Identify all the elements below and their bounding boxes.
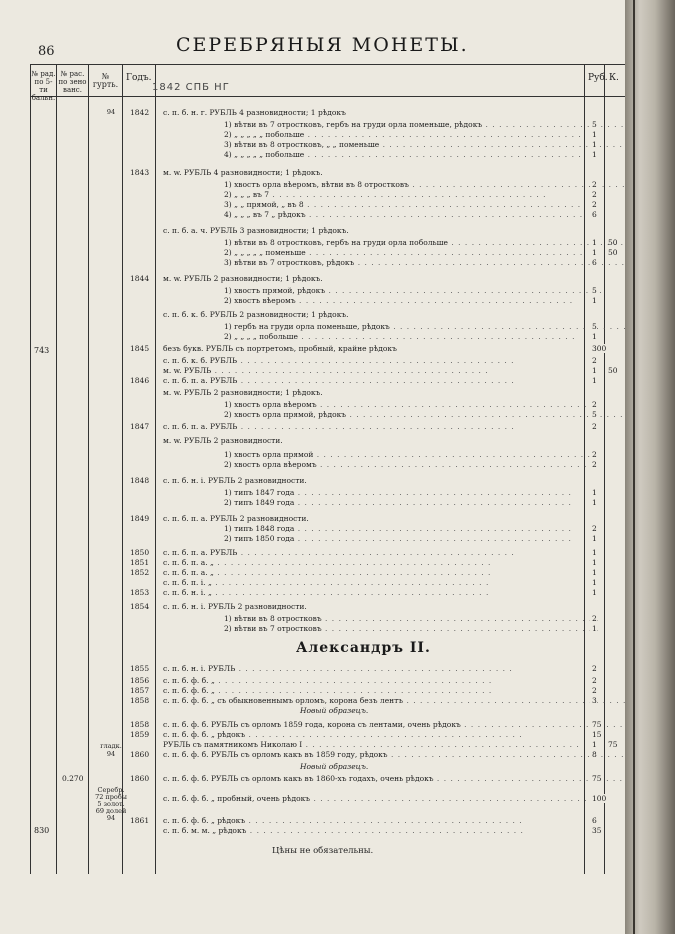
cell-year: 1861 — [130, 816, 150, 825]
cell-rub: 75 — [592, 774, 602, 783]
cell-rub: 1 — [592, 238, 597, 247]
cell-description: м. w. РУБЛЬ 2 разновидности; 1 рѣдокъ. — [163, 388, 323, 397]
cell-description: с. п. б. к. б. РУБЛЬ . . . — [163, 356, 515, 365]
cell-rub: 2 — [592, 460, 597, 469]
cell-description: 2) „ „ „ „ „ побольше . . . — [224, 130, 582, 139]
cell-year: 1858 — [130, 696, 150, 705]
cell-rub: 1 — [592, 332, 597, 341]
cell-rub: 100 — [592, 794, 607, 803]
cell-rub: 2 — [592, 686, 597, 695]
col-header-nur: № гурть. — [92, 72, 119, 89]
cell-description: 2) типъ 1850 года . . . — [224, 534, 572, 543]
handwritten-note: 1842 СПБ НГ — [152, 82, 230, 93]
cell-year: 1860 — [130, 774, 150, 783]
cell-rub: 1 — [592, 140, 597, 149]
cell-year: 1855 — [130, 664, 150, 673]
cell-rarity: 0.270 — [62, 774, 84, 783]
table-top-rule — [30, 64, 625, 65]
cell-rub: 1 — [592, 558, 597, 567]
cell-description: м. w. РУБЛЬ 2 разновидности. — [163, 436, 283, 445]
column-rule — [88, 64, 89, 874]
cell-rub: 1 — [592, 150, 597, 159]
cell-nur-note: 94 — [106, 814, 116, 822]
cell-rub: 2 — [592, 450, 597, 459]
cell-year: 1851 — [130, 558, 150, 567]
cell-year: 1845 — [130, 344, 150, 353]
cell-description: Новый образецъ. — [300, 706, 369, 715]
cell-rub: 1 — [592, 376, 597, 385]
cell-rub: 1 — [592, 366, 597, 375]
cell-year: 1857 — [130, 686, 150, 695]
cell-rub: 15 — [592, 730, 602, 739]
cell-description: 1) типъ 1848 года . . . — [224, 524, 572, 533]
cell-description: 1) хвостъ прямой, рѣдокъ . . . — [224, 286, 603, 295]
cell-rub: 1 — [592, 534, 597, 543]
cell-rub: 5 — [592, 410, 597, 419]
cell-kop: 50 — [608, 248, 618, 257]
col-header-kop: К. — [609, 73, 619, 83]
cell-description: с. п. б. п. а. РУБЛЬ . . . — [163, 376, 515, 385]
cell-description: 2) „ „ „ въ 7 . . . — [224, 190, 547, 199]
cell-year: 1860 — [130, 750, 150, 759]
cell-rub: 2 — [592, 356, 597, 365]
cell-description: м. w. РУБЛЬ 4 разновидности; 1 рѣдокъ. — [163, 168, 323, 177]
cell-rub: 1 — [592, 588, 597, 597]
cell-rub: 1 — [592, 568, 597, 577]
cell-description: м. w. РУБЛЬ . . . — [163, 366, 489, 375]
page-number: 86 — [38, 44, 55, 59]
footer-note: Цѣны не обязательны. — [272, 846, 374, 856]
cell-rub: 1 — [592, 740, 597, 749]
book-page-edge — [625, 0, 675, 934]
cell-kop: 50 — [608, 238, 618, 247]
cell-rub: 35 — [592, 826, 602, 835]
cell-description: с. п. б. м. м. „ рѣдокъ . . . — [163, 826, 524, 835]
page-title: СЕРЕБРЯНЫЯ МОНЕТЫ. — [176, 34, 469, 56]
cell-year: 1842 — [130, 108, 150, 117]
cell-description: с. п. б. ф. б. РУБЛЬ съ орломъ какъ въ 1860-хъ годахъ, очень рѣдокъ . . . — [163, 774, 625, 783]
cell-description: 2) „ „ „ „ побольше . . . — [224, 332, 575, 341]
column-rule — [155, 64, 156, 874]
cell-rub: 2 — [592, 676, 597, 685]
cell-rub: 1 — [592, 624, 597, 633]
cell-description: с. п. б. ф. б. „ съ обыкновеннымъ орломъ, корона безъ лентъ . . . — [163, 696, 625, 705]
cell-description: 2) типъ 1849 года . . . — [224, 498, 572, 507]
cell-description: 2) хвостъ орла прямой, рѣдокъ . . . — [224, 410, 624, 419]
cell-description: Новый образецъ. — [300, 762, 369, 771]
cell-rub: 6 — [592, 816, 597, 825]
cell-description: с. п. б. н. і. РУБЛЬ 2 разновидности. — [163, 476, 307, 485]
column-rule — [56, 64, 57, 874]
cell-description: с. п. б. ф. б. РУБЛЬ съ орломъ 1859 года, корона съ лентами, очень рѣдокъ . . . — [163, 720, 625, 729]
cell-kop: 75 — [608, 740, 618, 749]
cell-rub: 2 — [592, 200, 597, 209]
cell-year: 1846 — [130, 376, 150, 385]
cell-description: 2) хвостъ вѣеромъ . . . — [224, 296, 573, 305]
cell-description: с. п. б. н. і. РУБЛЬ . . . — [163, 664, 513, 673]
cell-nur-note: 69 долей — [95, 807, 127, 815]
cell-nur: 94 — [106, 108, 116, 116]
cell-description: 1) вѣтви въ 8 отростковъ, гербъ на груди орла побольше . . . — [224, 238, 625, 247]
cell-year: 1844 — [130, 274, 150, 283]
cell-rub: 2 — [592, 664, 597, 673]
cell-year: 1856 — [130, 676, 150, 685]
cell-description: 1) вѣтви въ 8 отростковъ . . . — [224, 614, 599, 623]
cell-rub: 1 — [592, 578, 597, 587]
cell-rub: 1 — [592, 296, 597, 305]
cell-description: РУБЛЬ съ памятникомъ Николаю I . . . — [163, 740, 580, 749]
cell-description: с. п. б. п. а. РУБЛЬ . . . — [163, 548, 515, 557]
cell-rub: 1 — [592, 548, 597, 557]
cell-description: с. п. б. ф. б. „ пробный, очень рѣдокъ . . . — [163, 794, 588, 803]
table-header-rule — [30, 96, 625, 97]
cell-description: 1) хвостъ орла вѣеромъ, вѣтви въ 8 отростковъ . . . — [224, 180, 625, 189]
cell-rub: 2 — [592, 180, 597, 189]
cell-description: с. п. б. ф. б. „ рѣдокъ . . . — [163, 730, 523, 739]
cell-year: 1847 — [130, 422, 150, 431]
cell-rub: 5 — [592, 120, 597, 129]
cell-nur: 94 — [106, 750, 116, 758]
cell-year: 1843 — [130, 168, 150, 177]
cell-rarity: 830 — [34, 826, 50, 835]
cell-description: 2) „ „ „ „ „ поменьше . . . — [224, 248, 583, 257]
cell-description: с. п. б. н. і. РУБЛЬ 2 разновидности. — [163, 602, 307, 611]
cell-rub: 6 — [592, 210, 597, 219]
cell-rub: 2 — [592, 190, 597, 199]
cell-description: с. п. б. п. і. „ . . . — [163, 578, 489, 587]
cell-description: с. п. б. н. г. РУБЛЬ 4 разновидности; 1 рѣдокъ — [163, 108, 346, 117]
cell-nur-note: гладк. — [100, 742, 122, 750]
cell-description: 1) гербъ на груди орла поменьше, рѣдокъ . . . — [224, 322, 625, 331]
col-header-rare: № рад. по 5-ти бальн. — [31, 70, 56, 102]
cell-rub: 2 — [592, 614, 597, 623]
section-heading: Александръ II. — [296, 640, 431, 656]
cell-description: 1) хвостъ орла вѣеромъ . . . — [224, 400, 594, 409]
column-rule — [30, 64, 31, 874]
cell-description: с. п. б. ф. б. „ . . . — [163, 676, 492, 685]
cell-rub: 300 — [592, 344, 607, 353]
cell-year: 1849 — [130, 514, 150, 523]
cell-description: 3) вѣтви въ 8 отростковъ, „ „ поменьше . . . — [224, 140, 625, 149]
cell-description: 4) „ „ „ „ „ побольше . . . — [224, 150, 582, 159]
cell-description: безъ букв. РУБЛЬ съ портретомъ, пробный, крайне рѣдокъ — [163, 344, 397, 353]
cell-nur-note: Серебр. — [97, 786, 125, 794]
cell-rub: 1 — [592, 130, 597, 139]
cell-description: с. п. б. ф. б. „ . . . — [163, 686, 492, 695]
cell-rub: 1 — [592, 248, 597, 257]
cell-rub: 3 — [592, 696, 597, 705]
col-header-zeno: № рас. по зено ванс. — [58, 70, 87, 94]
cell-rub: 2 — [592, 400, 597, 409]
cell-description: 1) типъ 1847 года . . . — [224, 488, 572, 497]
col-header-year: Годъ. — [126, 73, 152, 83]
cell-description: 4) „ „ „ въ 7 „ рѣдокъ . . . — [224, 210, 583, 219]
cell-description: с. п. б. п. а. „ . . . — [163, 558, 491, 567]
cell-rarity: 743 — [34, 346, 50, 355]
cell-rub: 5 — [592, 286, 597, 295]
cell-description: с. п. б. п. а. РУБЛЬ . . . — [163, 422, 515, 431]
cell-year: 1848 — [130, 476, 150, 485]
cell-year: 1853 — [130, 588, 150, 597]
cell-year: 1850 — [130, 548, 150, 557]
cell-year: 1859 — [130, 730, 150, 739]
cell-description: 2) вѣтви въ 7 отростковъ . . . — [224, 624, 599, 633]
cell-rub: 75 — [592, 720, 602, 729]
cell-description: 1) хвостъ орла прямой . . . — [224, 450, 591, 459]
cell-description: с. п. б. ф. б. „ рѣдокъ . . . — [163, 816, 523, 825]
cell-year: 1852 — [130, 568, 150, 577]
cell-description: с. п. б. ф. б. РУБЛЬ съ орломъ какъ въ 1859 году, рѣдокъ . . . — [163, 750, 625, 759]
cell-description: с. п. б. п. а. РУБЛЬ 2 разновидности. — [163, 514, 309, 523]
cell-rub: 1 — [592, 488, 597, 497]
cell-nur-note: 5 золот. — [97, 800, 125, 808]
cell-description: с. п. б. к. б. РУБЛЬ 2 разновидности; 1 рѣдокъ. — [163, 310, 349, 319]
cell-description: с. п. б. а. ч. РУБЛЬ 3 разновидности; 1 рѣдокъ. — [163, 226, 349, 235]
cell-description: 3) вѣтви въ 7 отростковъ, рѣдокъ . . . — [224, 258, 625, 267]
cell-description: м. w. РУБЛЬ 2 разновидности; 1 рѣдокъ. — [163, 274, 323, 283]
cell-description: с. п. б. п. а. „ . . . — [163, 568, 491, 577]
cell-description: 2) хвостъ орла вѣеромъ . . . — [224, 460, 594, 469]
cell-rub: 8 — [592, 750, 597, 759]
cell-rub: 5 — [592, 322, 597, 331]
cell-description: 1) вѣтви въ 7 отростковъ, гербъ на груди орла поменьше, рѣдокъ . . . — [224, 120, 625, 129]
cell-description: с. п. б. н. і. „ . . . — [163, 588, 489, 597]
cell-year: 1854 — [130, 602, 150, 611]
cell-nur-note: 72 пробы — [95, 793, 127, 801]
cell-description: 3) „ „ прямой, „ въ 8 . . . — [224, 200, 581, 209]
cell-kop: 50 — [608, 366, 618, 375]
cell-rub: 2 — [592, 524, 597, 533]
cell-rub: 2 — [592, 422, 597, 431]
col-header-rub: Руб. — [588, 73, 608, 83]
cell-year: 1858 — [130, 720, 150, 729]
cell-rub: 1 — [592, 498, 597, 507]
cell-rub: 6 — [592, 258, 597, 267]
